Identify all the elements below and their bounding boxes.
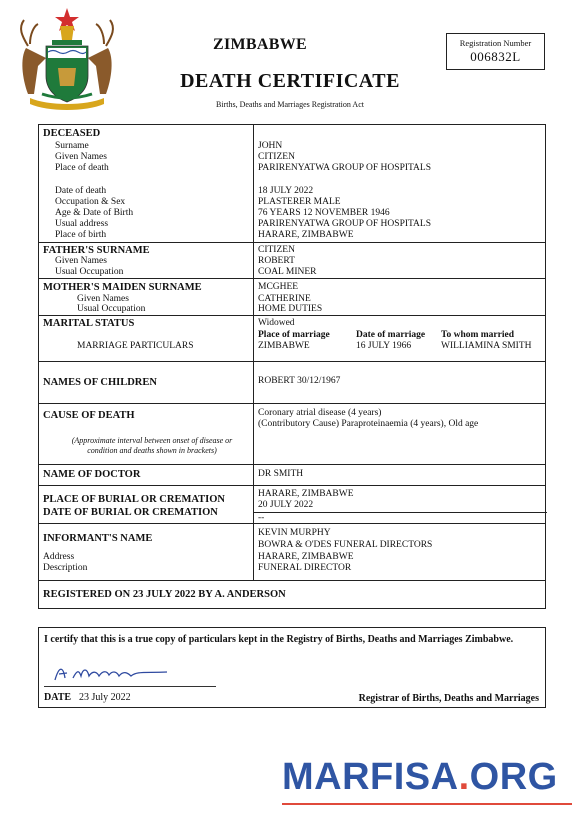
- coat-of-arms-icon: [8, 6, 126, 118]
- occupation-sex-label: Occupation & Sex: [55, 197, 126, 207]
- burial-place-heading: PLACE OF BURIAL OR CREMATION: [43, 494, 226, 505]
- father-given-label: Given Names: [55, 256, 107, 266]
- burial-place-value: HARARE, ZIMBABWE: [258, 489, 354, 499]
- informant-address-label: Address: [43, 552, 75, 562]
- document-title: DEATH CERTIFICATE: [180, 70, 400, 92]
- particulars-table: [38, 124, 546, 609]
- cause-line-2: (Contributory Cause) Paraproteinaemia (4 years), Old age: [258, 419, 479, 429]
- deceased-heading: DECEASED: [43, 128, 101, 139]
- place-of-birth-label: Place of birth: [55, 230, 107, 240]
- signature-line: [44, 686, 216, 687]
- father-occupation-value: COAL MINER: [258, 267, 317, 277]
- mother-surname-value: MCGHEE: [258, 282, 299, 292]
- informant-name-value: KEVIN MURPHY: [258, 528, 331, 538]
- given-names-value: CITIZEN: [258, 152, 295, 162]
- place-of-marriage-value: ZIMBABWE: [258, 341, 310, 351]
- date-of-marriage-header: Date of marriage: [356, 330, 426, 340]
- date-of-death-value: 18 JULY 2022: [258, 186, 314, 196]
- cause-line-1: Coronary atrial disease (4 years): [258, 408, 382, 418]
- registration-number: 006832L: [470, 49, 521, 64]
- mother-section: [39, 279, 545, 316]
- age-dob-label: Age & Date of Birth: [55, 208, 134, 218]
- doctor-value: DR SMITH: [258, 469, 304, 479]
- burial-date-heading: DATE OF BURIAL OR CREMATION: [43, 507, 218, 518]
- burial-extra: --: [258, 513, 265, 523]
- mother-occupation-label: Usual Occupation: [77, 304, 146, 314]
- usual-address-label: Usual address: [55, 219, 109, 229]
- father-surname-value: CITIZEN: [258, 245, 295, 255]
- mother-given-value: CATHERINE: [258, 294, 311, 304]
- informant-description-value: FUNERAL DIRECTOR: [258, 563, 352, 573]
- informant-heading: INFORMANT'S NAME: [43, 533, 153, 544]
- place-of-birth-value: HARARE, ZIMBABWE: [258, 230, 354, 240]
- informant-company-value: BOWRA & O'DES FUNERAL DIRECTORS: [258, 540, 433, 550]
- mother-heading: MOTHER'S MAIDEN SURNAME: [43, 282, 202, 293]
- informant-section: [39, 524, 545, 581]
- deceased-section: [39, 125, 545, 243]
- registrar-signature: [51, 662, 171, 684]
- registered-statement: REGISTERED ON 23 JULY 2022 BY A. ANDERSON: [43, 589, 286, 600]
- registration-number-label: Registration Number: [459, 38, 532, 48]
- marfisa-watermark-logo: [282, 756, 574, 799]
- watermark-text-main: MARFISA: [282, 756, 459, 798]
- surname-label: Surname: [55, 141, 89, 151]
- date-of-death-label: Date of death: [55, 186, 107, 196]
- occupation-sex-value: PLASTERER MALE: [258, 197, 341, 207]
- father-heading: FATHER'S SURNAME: [43, 245, 150, 256]
- mother-given-label: Given Names: [77, 294, 129, 304]
- doctor-heading: NAME OF DOCTOR: [43, 469, 141, 480]
- registrar-title: Registrar of Births, Deaths and Marriages: [358, 693, 539, 704]
- informant-description-label: Description: [43, 563, 88, 573]
- act-subtitle: Births, Deaths and Marriages Registration Act: [216, 100, 364, 109]
- cause-heading: CAUSE OF DEATH: [43, 410, 135, 421]
- doctor-section: [39, 465, 545, 486]
- children-section: [39, 362, 545, 404]
- certification-date-label: DATE: [44, 692, 72, 703]
- father-given-value: ROBERT: [258, 256, 295, 266]
- registered-section: [39, 581, 545, 609]
- father-section: [39, 243, 545, 279]
- place-of-death-value: PARIRENYATWA GROUP OF HOSPITALS: [258, 163, 431, 173]
- certification-date-value: 23 July 2022: [79, 692, 131, 703]
- certification-box: [38, 627, 546, 708]
- burial-subdivider: [253, 512, 547, 513]
- burial-date-value: 20 JULY 2022: [258, 500, 314, 510]
- to-whom-married-value: WILLIAMINA SMITH: [441, 341, 532, 351]
- children-heading: NAMES OF CHILDREN: [43, 377, 157, 388]
- father-occupation-label: Usual Occupation: [55, 267, 124, 277]
- usual-address-value: PARIRENYATWA GROUP OF HOSPITALS: [258, 219, 431, 229]
- marital-status-value: Widowed: [258, 318, 295, 328]
- age-dob-value: 76 YEARS 12 NOVEMBER 1946: [258, 208, 390, 218]
- registration-number-box: [446, 33, 545, 70]
- place-of-marriage-header: Place of marriage: [258, 330, 330, 340]
- mother-occupation-value: HOME DUTIES: [258, 304, 323, 314]
- country-title: ZIMBABWE: [213, 36, 307, 53]
- children-value: ROBERT 30/12/1967: [258, 376, 341, 386]
- watermark-dot: .: [458, 756, 470, 798]
- watermark-underline: [282, 803, 572, 805]
- cause-note: (Approximate interval between onset of disease or condition and deaths shown in brackets): [71, 436, 233, 455]
- surname-value: JOHN: [258, 141, 283, 151]
- certification-text: I certify that this is a true copy of particulars kept in the Registry of Births, Deaths and Marriages Zimbabwe.: [44, 634, 514, 645]
- marital-section: [39, 316, 545, 362]
- burial-section: [39, 486, 545, 524]
- informant-address-value: HARARE, ZIMBABWE: [258, 552, 354, 562]
- watermark-text-tld: ORG: [469, 756, 558, 798]
- cause-section: [39, 404, 545, 465]
- place-of-death-label: Place of death: [55, 163, 109, 173]
- to-whom-married-header: To whom married: [441, 330, 515, 340]
- date-of-marriage-value: 16 JULY 1966: [356, 341, 412, 351]
- given-names-label: Given Names: [55, 152, 107, 162]
- marriage-particulars-label: MARRIAGE PARTICULARS: [77, 341, 194, 351]
- marital-heading: MARITAL STATUS: [43, 318, 135, 329]
